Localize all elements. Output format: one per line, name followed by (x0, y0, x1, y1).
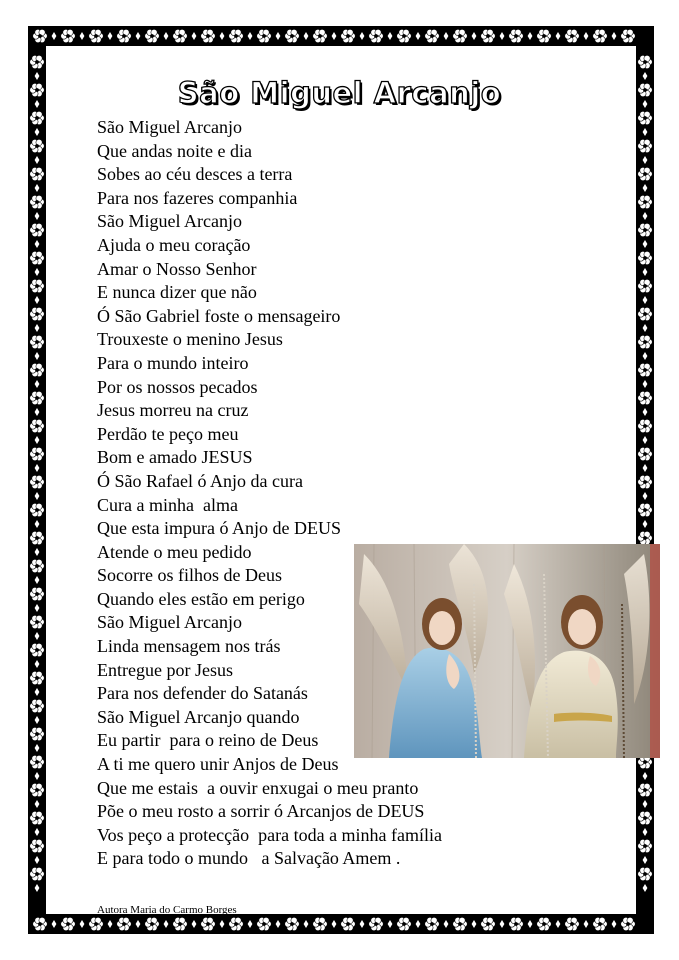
flower-ornament (257, 917, 272, 930)
flower-ornament (30, 615, 45, 628)
border-diamond (304, 920, 309, 928)
flower-ornament (313, 29, 328, 42)
border-diamond (584, 32, 589, 40)
flower-ornament (30, 447, 45, 460)
border-diamond (248, 920, 253, 928)
flower-ornament (33, 917, 48, 930)
border-diamond (332, 920, 337, 928)
flower-ornament (313, 917, 328, 930)
flower-ornament (369, 29, 384, 42)
flower-ornament (201, 29, 216, 42)
flower-ornament (593, 917, 608, 930)
flower-ornament (638, 783, 653, 796)
flower-ornament (30, 671, 45, 684)
border-diamond (35, 688, 40, 696)
border-diamond (35, 744, 40, 752)
flower-ornament (30, 223, 45, 236)
flower-ornament (145, 29, 160, 42)
border-diamond (643, 772, 648, 780)
flower-ornament (173, 917, 188, 930)
border-diamond (643, 856, 648, 864)
border-diamond (643, 380, 648, 388)
border-diamond (35, 408, 40, 416)
border-diamond (444, 920, 449, 928)
flower-ornament (638, 839, 653, 852)
border-diamond (35, 184, 40, 192)
flower-ornament (638, 335, 653, 348)
flower-ornament (453, 29, 468, 42)
flower-ornament (638, 223, 653, 236)
flower-ornament (30, 139, 45, 152)
poem-line: Põe o meu rosto a sorrir ó Arcanjos de DEUS (97, 801, 425, 822)
border-diamond (472, 32, 477, 40)
poem-line: Trouxeste o menino Jesus (97, 329, 283, 350)
flower-ornament (30, 727, 45, 740)
flower-ornament (30, 363, 45, 376)
flower-ornament (638, 139, 653, 152)
flower-ornament (30, 335, 45, 348)
flower-ornament (173, 29, 188, 42)
flower-ornament (285, 917, 300, 930)
border-diamond (643, 800, 648, 808)
angel-statues-photo (354, 544, 660, 758)
flower-ornament (257, 29, 272, 42)
poem-line: Linda mensagem nos trás (97, 636, 281, 657)
poem-line: A ti me quero unir Anjos de Deus (97, 754, 339, 775)
flower-ornament (621, 917, 636, 930)
flower-ornament (30, 475, 45, 488)
flower-ornament (117, 29, 132, 42)
poem-line: Eu partir para o reino de Deus (97, 730, 319, 751)
border-diamond (643, 828, 648, 836)
border-diamond (35, 576, 40, 584)
border-diamond (643, 212, 648, 220)
border-diamond (643, 240, 648, 248)
border-diamond (35, 800, 40, 808)
flower-ornament (565, 917, 580, 930)
flower-ornament (341, 29, 356, 42)
flower-ornament (638, 363, 653, 376)
flower-ornament (30, 587, 45, 600)
flower-ornament (30, 755, 45, 768)
flower-ornament (61, 917, 76, 930)
poem-line: Jesus morreu na cruz (97, 400, 249, 421)
flower-ornament (30, 699, 45, 712)
border-diamond (164, 32, 169, 40)
flower-ornament (509, 917, 524, 930)
border-diamond (35, 772, 40, 780)
border-diamond (500, 920, 505, 928)
flower-ornament (30, 55, 45, 68)
border-diamond (388, 920, 393, 928)
flower-ornament (30, 503, 45, 516)
flower-ornament (229, 29, 244, 42)
border-diamond (108, 32, 113, 40)
flower-ornament (33, 29, 48, 42)
border-diamond (35, 520, 40, 528)
border-diamond (35, 380, 40, 388)
border-diamond (220, 32, 225, 40)
border-diamond (35, 716, 40, 724)
flower-ornament (638, 419, 653, 432)
border-diamond (192, 32, 197, 40)
flower-ornament (285, 29, 300, 42)
border-diamond (276, 32, 281, 40)
poem-line: E nunca dizer que não (97, 282, 257, 303)
border-diamond (643, 352, 648, 360)
border-diamond (643, 324, 648, 332)
flower-ornament (341, 917, 356, 930)
poem-line: Que esta impura ó Anjo de DEUS (97, 518, 341, 539)
border-diamond (35, 296, 40, 304)
flower-ornament (30, 195, 45, 208)
flower-ornament (425, 917, 440, 930)
border-diamond (643, 464, 648, 472)
border-diamond (643, 268, 648, 276)
flower-ornament (30, 839, 45, 852)
poem-line: Bom e amado JESUS (97, 447, 253, 468)
border-diamond (35, 128, 40, 136)
border-diamond (35, 156, 40, 164)
flower-ornament (638, 111, 653, 124)
border-diamond (500, 32, 505, 40)
border-diamond (528, 32, 533, 40)
border-diamond (220, 920, 225, 928)
border-diamond (80, 920, 85, 928)
poem-line: São Miguel Arcanjo (97, 117, 242, 137)
poem-line: Por os nossos pecados (97, 376, 258, 397)
poem-line: Entregue por Jesus (97, 659, 233, 680)
border-diamond (643, 296, 648, 304)
poem-line: Quando eles estão em perigo (97, 588, 305, 609)
flower-ornament (30, 531, 45, 544)
border-diamond (643, 184, 648, 192)
border-diamond (643, 128, 648, 136)
flower-ornament (481, 917, 496, 930)
poem-line: Atende o meu pedido (97, 541, 252, 562)
border-diamond (276, 920, 281, 928)
border-diamond (35, 884, 40, 892)
border-diamond (136, 920, 141, 928)
border-diamond (35, 828, 40, 836)
flower-ornament (481, 29, 496, 42)
border-diamond (35, 632, 40, 640)
flower-ornament (638, 475, 653, 488)
poem-line: Perdão te peço meu (97, 423, 239, 444)
border-diamond (304, 32, 309, 40)
flower-ornament (30, 111, 45, 124)
border-diamond (35, 660, 40, 668)
border-diamond (35, 324, 40, 332)
border-diamond (612, 32, 617, 40)
flower-ornament (593, 29, 608, 42)
flower-ornament (638, 503, 653, 516)
border-diamond (80, 32, 85, 40)
flower-ornament (397, 917, 412, 930)
flower-ornament (30, 391, 45, 404)
flower-ornament (30, 783, 45, 796)
border-diamond (35, 492, 40, 500)
border-diamond (35, 604, 40, 612)
border-diamond (472, 920, 477, 928)
flower-ornament (89, 29, 104, 42)
border-diamond (248, 32, 253, 40)
border-diamond (35, 436, 40, 444)
flower-ornament (229, 917, 244, 930)
border-diamond (643, 884, 648, 892)
flower-ornament (638, 251, 653, 264)
border-diamond (643, 520, 648, 528)
border-diamond (108, 920, 113, 928)
border-diamond (584, 920, 589, 928)
flower-ornament (638, 195, 653, 208)
flower-ornament (30, 559, 45, 572)
border-diamond (643, 436, 648, 444)
flower-ornament (117, 917, 132, 930)
flower-ornament (30, 307, 45, 320)
poem-line: Sobes ao céu desces a terra (97, 164, 293, 185)
flower-ornament (638, 55, 653, 68)
border-diamond (35, 856, 40, 864)
flower-ornament (30, 867, 45, 880)
border-diamond (643, 408, 648, 416)
poem-line: Para o mundo inteiro (97, 352, 249, 373)
flower-ornament (369, 917, 384, 930)
flower-ornament (425, 29, 440, 42)
border-diamond (556, 32, 561, 40)
flower-ornament (453, 917, 468, 930)
border-diamond (444, 32, 449, 40)
border-diamond (35, 548, 40, 556)
poem-line: Vos peço a protecção para toda a minha família (97, 824, 443, 845)
poem-line: São Miguel Arcanjo quando (97, 706, 300, 727)
flower-ornament (638, 867, 653, 880)
flower-ornament (638, 167, 653, 180)
poem-line: Ó São Rafael ó Anjo da cura (97, 470, 303, 491)
flower-ornament (89, 917, 104, 930)
poem-line: E para todo o mundo a Salvação Amem . (97, 848, 401, 869)
border-diamond (416, 32, 421, 40)
flower-ornament (30, 419, 45, 432)
flower-ornament (30, 167, 45, 180)
poem-line: Para nos fazeres companhia (97, 187, 298, 208)
poem-line: Que andas noite e dia (97, 140, 252, 161)
flower-ornament (30, 643, 45, 656)
poem-line: Amar o Nosso Senhor (97, 258, 257, 279)
border-diamond (35, 268, 40, 276)
border-diamond (612, 920, 617, 928)
flower-ornament (638, 811, 653, 824)
poem-line: Cura a minha alma (97, 494, 238, 515)
border-diamond (164, 920, 169, 928)
poem-line: Para nos defender do Satanás (97, 683, 308, 704)
flower-ornament (201, 917, 216, 930)
border-diamond (35, 464, 40, 472)
border-diamond (192, 920, 197, 928)
border-diamond (528, 920, 533, 928)
flower-ornament (621, 29, 636, 42)
border-diamond (35, 212, 40, 220)
flower-ornament (30, 811, 45, 824)
flower-ornament (509, 29, 524, 42)
flower-ornament (61, 29, 76, 42)
flower-ornament (638, 279, 653, 292)
flower-ornament (638, 447, 653, 460)
flower-ornament (638, 307, 653, 320)
border-diamond (416, 920, 421, 928)
border-diamond (643, 492, 648, 500)
border-diamond (360, 920, 365, 928)
poem-line: Que me estais a ouvir enxugai o meu pranto (97, 777, 419, 798)
border-diamond (643, 156, 648, 164)
flower-ornament (638, 391, 653, 404)
flower-ornament (30, 279, 45, 292)
flower-ornament (537, 917, 552, 930)
poem-line: São Miguel Arcanjo (97, 211, 242, 232)
poem-line: Socorre os filhos de Deus (97, 565, 282, 586)
flower-ornament (638, 531, 653, 544)
border-diamond (136, 32, 141, 40)
border-diamond (360, 32, 365, 40)
page-title: São Miguel Arcanjo (177, 76, 502, 110)
poem-line: Ó São Gabriel foste o mensageiro (97, 305, 341, 326)
border-diamond (52, 32, 57, 40)
border-diamond (332, 32, 337, 40)
poem-line: São Miguel Arcanjo (97, 612, 242, 633)
flower-ornament (30, 251, 45, 264)
flower-ornament (145, 917, 160, 930)
border-diamond (35, 352, 40, 360)
poem-line: Ajuda o meu coração (97, 234, 251, 255)
flower-ornament (565, 29, 580, 42)
flower-ornament (537, 29, 552, 42)
border-diamond (388, 32, 393, 40)
border-diamond (556, 920, 561, 928)
flower-ornament (397, 29, 412, 42)
author-credit: Autora Maria do Carmo Borges (97, 904, 237, 916)
border-diamond (52, 920, 57, 928)
border-diamond (35, 240, 40, 248)
